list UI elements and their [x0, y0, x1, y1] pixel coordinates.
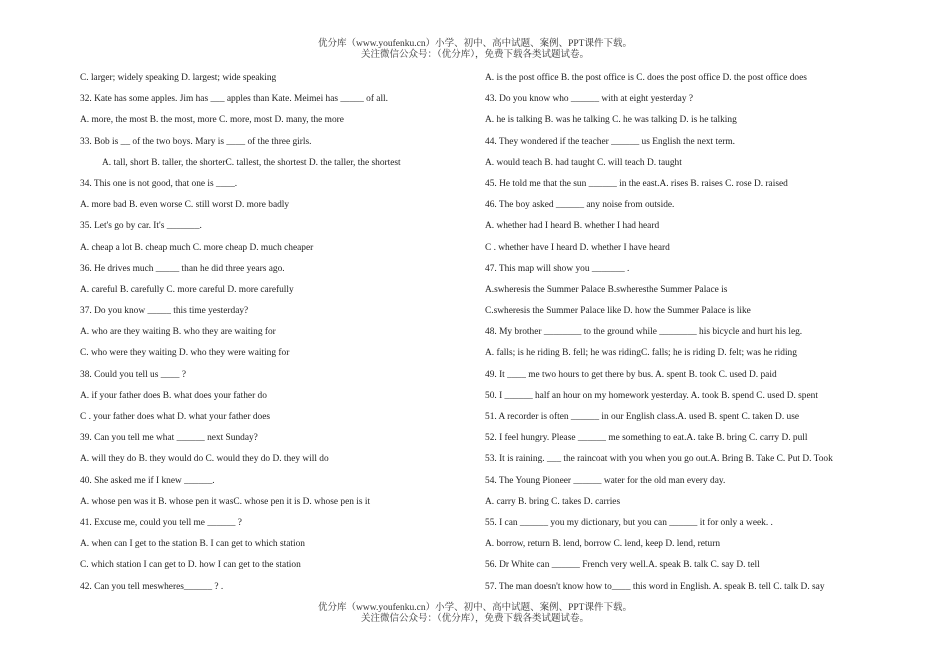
question-line: A. will they do B. they would do C. would they do D. they will do [80, 454, 329, 465]
question-line: C . your father does what D. what your father does [80, 412, 271, 422]
question-line: 39. Can you tell me what ______ next Sunday? [80, 433, 258, 444]
question-line: 51. A recorder is often ______ in our English class.A. used B. spent C. taken D. use [485, 412, 800, 422]
question-line: C. which station I can get to D. how I can get to the station [80, 560, 301, 571]
question-line: 45. He told me that the sun ______ in the east.A. rises B. raises C. rose D. raised [485, 178, 788, 189]
question-line: A. whose pen was it B. whose pen it wasC. whose pen it is D. whose pen is it [80, 496, 371, 507]
question-line: A. would teach B. had taught C. will teach D. taught [485, 157, 682, 168]
question-line: 42. Can you tell meswheres______ ? . [80, 581, 224, 592]
question-line: 56. Dr White can ______ French very well.A. speak B. talk C. say D. tell [485, 560, 760, 571]
footer-line-2: 关注微信公众号：（优分库），免费下载各类试题试卷。 [360, 614, 589, 624]
question-line: 36. He drives much _____ than he did three years ago. [80, 263, 285, 274]
question-line: A. when can I get to the station B. I can get to which station [80, 539, 305, 550]
question-line: A. more bad B. even worse C. still worst D. more badly [80, 200, 290, 211]
question-line: 54. The Young Pioneer ______ water for the old man every day. [485, 475, 726, 486]
question-line: 32. Kate has some apples. Jim has ___ apples than Kate. Meimei has _____ of all. [80, 94, 389, 105]
question-line: 38. Could you tell us ____ ? [80, 369, 186, 380]
header-line-2: 关注微信公众号：（优分库），免费下载各类试题试卷。 [360, 50, 589, 60]
right-column [485, 72, 885, 602]
question-line: 48. My brother ________ to the ground while ________ his bicycle and hurt his leg. [485, 327, 803, 338]
question-line: 49. It ____ me two hours to get there by bus. A. spent B. took C. used D. paid [485, 369, 777, 380]
question-line: A. tall, short B. taller, the shorterC. tallest, the shortest D. the taller, the shortest [102, 157, 401, 168]
question-line: 34. This one is not good, that one is ____. [80, 178, 238, 189]
question-line: 46. The boy asked ______ any noise from outside. [485, 200, 675, 211]
question-line: 41. Excuse me, could you tell me ______ ? [80, 517, 242, 528]
footer-line-1: 优分库（www.youfenku.cn）小学、初中、高中试题、案例、PPT课件下载。 [318, 603, 632, 613]
question-line: A. cheap a lot B. cheap much C. more cheap D. much cheaper [80, 242, 314, 253]
question-line: 55. I can ______ you my dictionary, but you can ______ it for only a week. . [485, 517, 773, 528]
question-line: 43. Do you know who ______ with at eight yesterday ? [485, 94, 694, 105]
question-line: A. more, the most B. the most, more C. more, most D. many, the more [80, 115, 344, 126]
question-line: A. he is talking B. was he talking C. he was talking D. is he talking [485, 115, 737, 126]
question-line: A. falls; is he riding B. fell; he was ridingC. falls; he is riding D. felt; was he riding [485, 348, 797, 359]
question-line: 53. It is raining. ___ the raincoat with you when you go out.A. Bring B. Take C. Put D. Took [485, 454, 833, 465]
question-line: 33. Bob is __ of the two boys. Mary is ____ of the three girls. [80, 136, 312, 147]
question-line: 50. I ______ half an hour on my homework yesterday. A. took B. spend C. used D. spent [485, 390, 818, 401]
question-line: 40. She asked me if I knew ______. [80, 475, 215, 486]
question-line: 57. The man doesn't know how to____ this word in English. A. speak B. tell C. talk D. say [485, 581, 825, 592]
question-line: A.swheresis the Summer Palace B.swheresthe Summer Palace is [485, 284, 728, 295]
page-header [0, 39, 950, 61]
question-line: A. who are they waiting B. who they are waiting for [80, 327, 276, 338]
question-line: C. larger; widely speaking D. largest; wide speaking [80, 73, 277, 83]
question-line: 35. Let's go by car. It's _______. [80, 221, 202, 232]
question-line: C.swheresis the Summer Palace like D. how the Summer Palace is like [485, 306, 751, 317]
question-line: C . whether have I heard D. whether I have heard [485, 242, 670, 253]
question-line: 44. They wondered if the teacher ______ us English the next term. [485, 136, 736, 147]
question-line: A. borrow, return B. lend, borrow C. lend, keep D. lend, return [485, 539, 721, 550]
question-line: A. whether had I heard B. whether I had heard [485, 221, 660, 232]
question-line: A. careful B. carefully C. more careful D. more carefully [80, 284, 294, 295]
question-line: A. if your father does B. what does your father do [80, 390, 267, 401]
question-line: 47. This map will show you _______ . [485, 263, 630, 274]
question-line: A. is the post office B. the post office is C. does the post office D. the post office does [485, 73, 807, 83]
page-footer [0, 603, 950, 625]
question-line: 37. Do you know _____ this time yesterday? [80, 306, 249, 317]
question-line: A. carry B. bring C. takes D. carries [485, 496, 621, 507]
question-line: C. who were they waiting D. who they were waiting for [80, 348, 290, 359]
left-column [80, 72, 470, 602]
header-line-1: 优分库（www.youfenku.cn）小学、初中、高中试题、案例、PPT课件下载。 [318, 39, 632, 49]
question-line: 52. I feel hungry. Please ______ me something to eat.A. take B. bring C. carry D. pull [485, 433, 808, 444]
